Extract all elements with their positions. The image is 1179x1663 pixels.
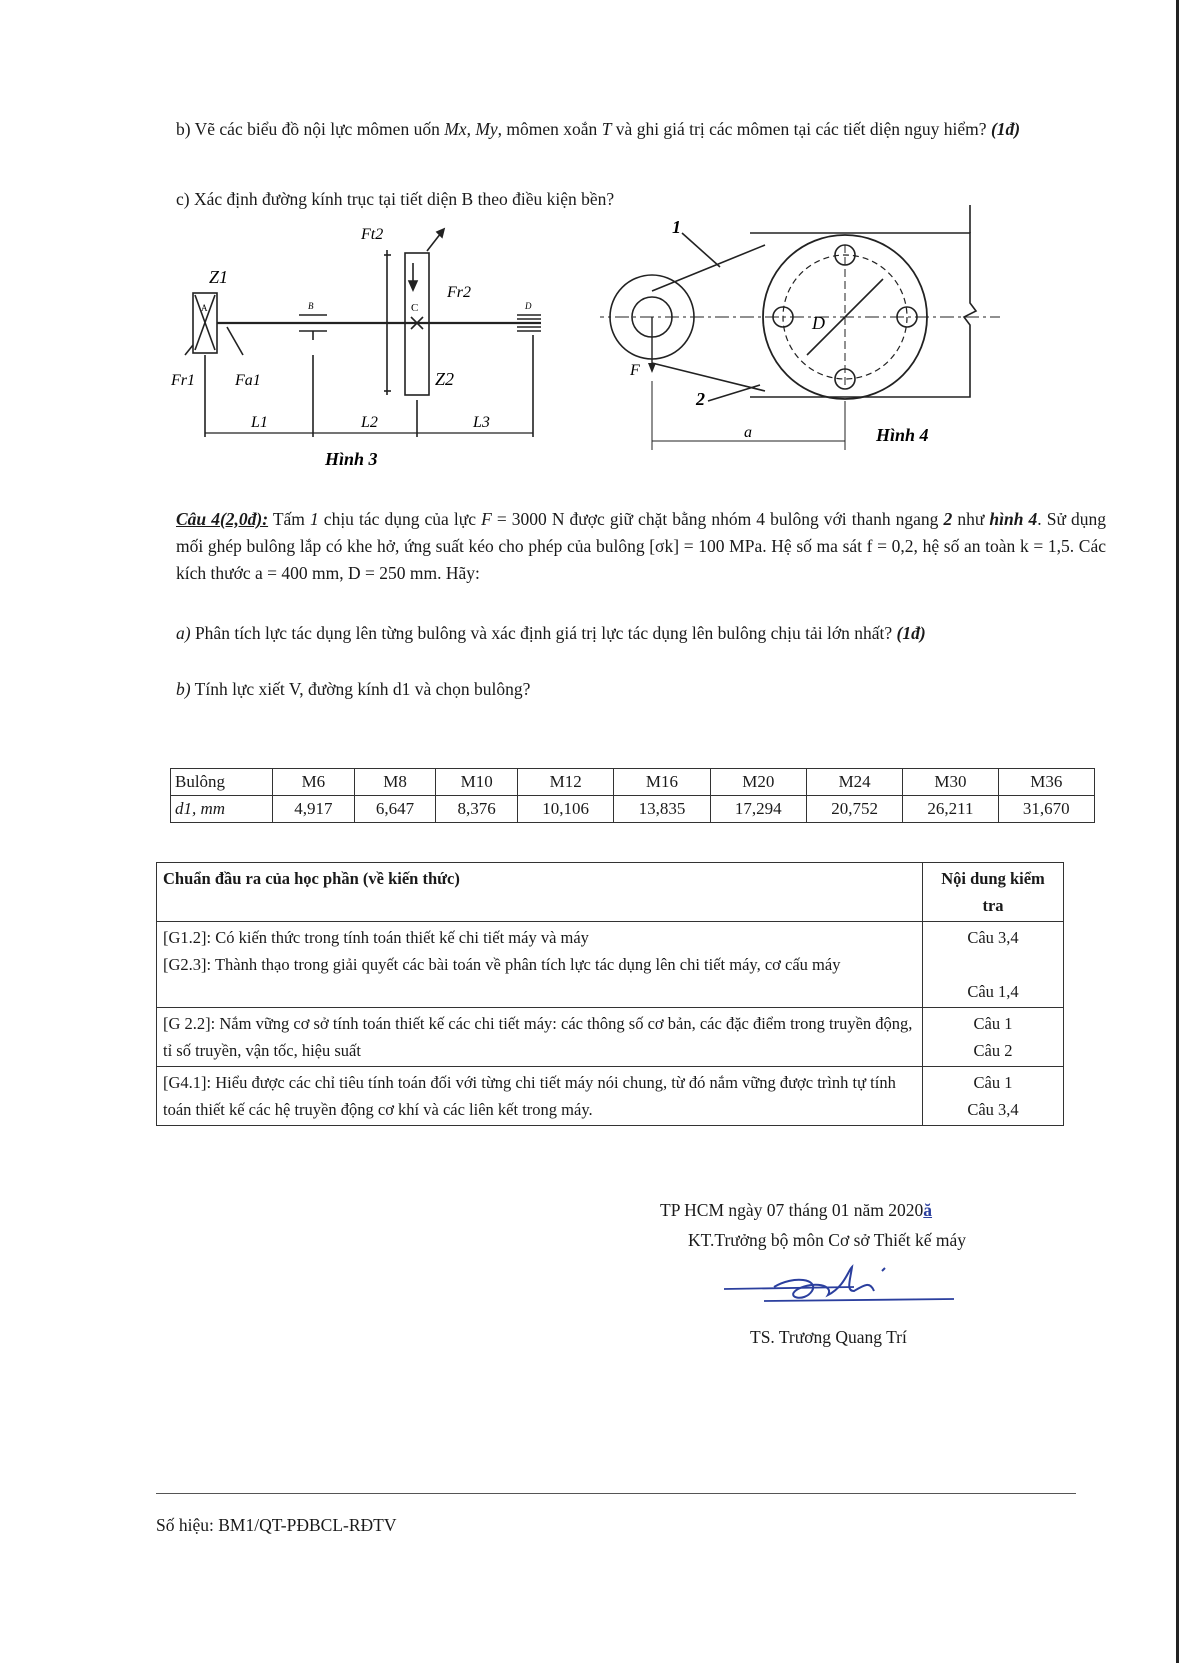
outcome-q-g12: Câu 3,4 [967, 928, 1019, 947]
bolt-size-cell: M24 [806, 769, 902, 796]
label-plate-1: 1 [672, 217, 681, 237]
label-l2: L2 [361, 414, 378, 431]
question-4b-text: b) Tính lực xiết V, đường kính d1 và chọn bulông? [176, 679, 531, 699]
label-z1: Z1 [209, 267, 229, 287]
bolt-diameter-cell: 17,294 [710, 796, 806, 823]
outcome-g41: [G4.1]: Hiểu được các chỉ tiêu tính toán đối với từng chi tiết máy nói chung, từ đó nắm vững được trình tự tính toán thiết kế các hệ truyền động cơ khí và các liên kết trong máy. [157, 1067, 923, 1126]
bolt-diameter-cell: 4,917 [273, 796, 355, 823]
outcome-questions [923, 922, 1064, 1008]
label-fr1: Fr1 [171, 372, 195, 389]
outcome-questions [923, 1067, 1064, 1126]
part-c-text: c) Xác định đường kính trục tại tiết diện B theo điều kiện bền? [176, 189, 615, 209]
label-l3: L3 [473, 414, 490, 431]
bolt-diameter-cell: 6,647 [354, 796, 436, 823]
bolt-size-cell: M30 [903, 769, 998, 796]
label-l1: L1 [251, 414, 268, 431]
bolt-diameter-row [171, 796, 1095, 823]
figure-3 [165, 215, 575, 475]
bolt-diameter-cell: 13,835 [614, 796, 710, 823]
outcome-row [157, 922, 1064, 1008]
bolt-size-cell: M6 [273, 769, 355, 796]
label-ft2: Ft2 [361, 226, 384, 243]
outcome-q-g41b: Câu 3,4 [967, 1100, 1019, 1119]
figure-4 [600, 205, 1070, 470]
outcome-g22: [G 2.2]: Nắm vững cơ sở tính toán thiết kế các chi tiết máy: các thông số cơ bản, các đặc điểm trong truyền động, tỉ số truyền, vận tốc, hiệu suất [157, 1008, 923, 1067]
learning-outcome-table [156, 862, 1064, 1126]
label-a: A [201, 303, 208, 313]
outcome-text [157, 922, 923, 1008]
label-fr2: Fr2 [447, 284, 471, 301]
outcome-header-row [157, 863, 1064, 922]
bolt-diameter-cell: 26,211 [903, 796, 998, 823]
bolt-size-cell: M16 [614, 769, 710, 796]
label-d: D [525, 301, 532, 311]
label-z2: Z2 [435, 369, 455, 389]
outcome-g12: [G1.2]: Có kiến thức trong tính toán thiết kế chi tiết máy và máy [163, 928, 589, 947]
bolt-size-cell: M10 [436, 769, 518, 796]
outcome-q-g22a: Câu 1 [973, 1014, 1013, 1033]
outcome-questions [923, 1008, 1064, 1067]
bolt-diameter-cell: 8,376 [436, 796, 518, 823]
bolt-diameter-cell: 31,670 [998, 796, 1094, 823]
bolt-size-cell: M12 [517, 769, 613, 796]
bolt-size-table [170, 768, 1095, 823]
signature-block [660, 1195, 1100, 1352]
footer-rule [156, 1493, 1076, 1494]
signer-name: TS. Trương Quang Trí [750, 1327, 907, 1347]
label-f: F [630, 362, 640, 379]
bolt-diameter-cell: 20,752 [806, 796, 902, 823]
bolt-size-cell: M20 [710, 769, 806, 796]
outcome-q-g41a: Câu 1 [973, 1073, 1013, 1092]
label-fa1: Fa1 [235, 372, 261, 389]
handwritten-signature [724, 1257, 954, 1317]
outcome-header-right: Nội dung kiểm tra [923, 863, 1064, 922]
question-4a-text: a) Phân tích lực tác dụng lên từng bulông và xác định giá trị lực tác dụng lên bulông chịu tải lớn nhất? (1đ) [176, 623, 926, 643]
label-b: B [308, 301, 314, 311]
label-bar-2: 2 [696, 389, 705, 409]
diameter-row-label: d1, mm [171, 796, 273, 823]
part-b-text: b) Vẽ các biểu đồ nội lực mômen uốn Mx, My, mômen xoắn T và ghi giá trị các mômen tại các tiết diện nguy hiểm? (1đ) [176, 119, 1021, 139]
bolt-row-label: Bulông [171, 769, 273, 796]
label-dim-a: a [744, 424, 752, 441]
outcome-q-g23: Câu 1,4 [967, 982, 1019, 1001]
outcome-g23: [G2.3]: Thành thạo trong giải quyết các bài toán về phân tích lực tác dụng lên chi tiết máy, cơ cấu máy [163, 955, 841, 974]
bolt-size-row [171, 769, 1095, 796]
outcome-header-left: Chuẩn đầu ra của học phần (về kiến thức) [157, 863, 923, 922]
outcome-row [157, 1008, 1064, 1067]
label-c: C [411, 302, 419, 314]
bolt-size-cell: M36 [998, 769, 1094, 796]
outcome-row [157, 1067, 1064, 1126]
document-code: Số hiệu: BM1/QT-PĐBCL-RĐTV [156, 1515, 397, 1535]
figure-3-caption: Hình 3 [325, 449, 378, 469]
signing-date: TP HCM ngày 07 tháng 01 năm 2020ă [660, 1200, 933, 1220]
bolt-diameter-cell: 10,106 [517, 796, 613, 823]
plate-1 [652, 245, 765, 391]
question-4-text: Câu 4(2,0đ): Tấm 1 chịu tác dụng của lực F = 3000 N được giữ chặt bằng nhóm 4 bulông với thanh ngang 2 như hình 4. Sử dụng mối ghép bulông lắp có khe hở, ứng suất kéo cho phép của bulông [σk] = 100 MPa. Hệ số ma sát f = 0,2, hệ số an toàn k = 1,5. Các kích thước a = 400 mm, D = 250 mm. Hãy: [176, 509, 1106, 583]
signer-position: KT.Trưởng bộ môn Cơ sở Thiết kế máy [688, 1230, 967, 1250]
outcome-q-g22b: Câu 2 [973, 1041, 1013, 1060]
bolt-size-cell: M8 [354, 769, 436, 796]
label-diameter-d: D [812, 313, 825, 333]
figure-4-caption: Hình 4 [876, 425, 929, 445]
